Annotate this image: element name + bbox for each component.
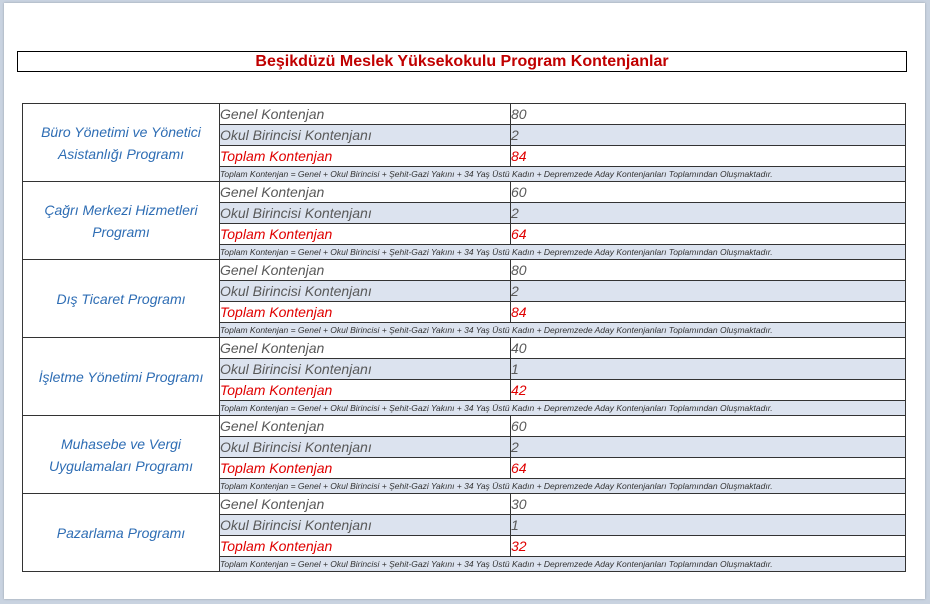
total-quota-value: 42 (511, 380, 906, 401)
total-quota-note: Toplam Kontenjan = Genel + Okul Birincisi + Şehit-Gazi Yakını + 34 Yaş Üstü Kadın + Depremzede Aday Kontenjanları Toplamından Oluşmaktadır. (220, 167, 906, 182)
total-quota-label: Toplam Kontenjan (220, 536, 511, 557)
table-row (23, 182, 906, 203)
total-quota-value: 64 (511, 458, 906, 479)
general-quota-value: 80 (511, 104, 906, 125)
total-quota-value: 84 (511, 302, 906, 323)
table-row (23, 260, 906, 281)
valedictorian-quota-value: 1 (511, 359, 906, 380)
total-quota-note: Toplam Kontenjan = Genel + Okul Birincisi + Şehit-Gazi Yakını + 34 Yaş Üstü Kadın + Depremzede Aday Kontenjanları Toplamından Oluşmaktadır. (220, 557, 906, 572)
valedictorian-quota-label: Okul Birincisi Kontenjanı (220, 359, 511, 380)
total-quota-label: Toplam Kontenjan (220, 458, 511, 479)
general-quota-value: 60 (511, 416, 906, 437)
table-row (23, 338, 906, 359)
general-quota-label: Genel Kontenjan (220, 104, 511, 125)
valedictorian-quota-label: Okul Birincisi Kontenjanı (220, 203, 511, 224)
valedictorian-quota-label: Okul Birincisi Kontenjanı (220, 125, 511, 146)
total-quota-label: Toplam Kontenjan (220, 146, 511, 167)
quota-table (22, 103, 906, 572)
general-quota-value: 60 (511, 182, 906, 203)
general-quota-label: Genel Kontenjan (220, 182, 511, 203)
total-quota-note: Toplam Kontenjan = Genel + Okul Birincisi + Şehit-Gazi Yakını + 34 Yaş Üstü Kadın + Depremzede Aday Kontenjanları Toplamından Oluşmaktadır. (220, 479, 906, 494)
table-row (23, 104, 906, 125)
table-row (23, 494, 906, 515)
valedictorian-quota-value: 2 (511, 125, 906, 146)
valedictorian-quota-value: 2 (511, 203, 906, 224)
valedictorian-quota-label: Okul Birincisi Kontenjanı (220, 437, 511, 458)
program-name: Muhasebe ve Vergi Uygulamaları Programı (23, 416, 220, 494)
program-name: Çağrı Merkezi Hizmetleri Programı (23, 182, 220, 260)
valedictorian-quota-value: 2 (511, 437, 906, 458)
general-quota-value: 80 (511, 260, 906, 281)
general-quota-label: Genel Kontenjan (220, 338, 511, 359)
total-quota-label: Toplam Kontenjan (220, 224, 511, 245)
general-quota-value: 30 (511, 494, 906, 515)
general-quota-label: Genel Kontenjan (220, 416, 511, 437)
total-quota-value: 64 (511, 224, 906, 245)
program-name: Büro Yönetimi ve Yönetici Asistanlığı Programı (23, 104, 220, 182)
general-quota-label: Genel Kontenjan (220, 260, 511, 281)
total-quota-label: Toplam Kontenjan (220, 380, 511, 401)
table-row (23, 416, 906, 437)
total-quota-note: Toplam Kontenjan = Genel + Okul Birincisi + Şehit-Gazi Yakını + 34 Yaş Üstü Kadın + Depremzede Aday Kontenjanları Toplamından Oluşmaktadır. (220, 323, 906, 338)
page-title: Beşikdüzü Meslek Yüksekokulu Program Kontenjanlar (17, 51, 907, 72)
total-quota-note: Toplam Kontenjan = Genel + Okul Birincisi + Şehit-Gazi Yakını + 34 Yaş Üstü Kadın + Depremzede Aday Kontenjanları Toplamından Oluşmaktadır. (220, 401, 906, 416)
document-page (4, 3, 925, 599)
general-quota-value: 40 (511, 338, 906, 359)
valedictorian-quota-label: Okul Birincisi Kontenjanı (220, 281, 511, 302)
total-quota-value: 84 (511, 146, 906, 167)
valedictorian-quota-label: Okul Birincisi Kontenjanı (220, 515, 511, 536)
general-quota-label: Genel Kontenjan (220, 494, 511, 515)
total-quota-note: Toplam Kontenjan = Genel + Okul Birincisi + Şehit-Gazi Yakını + 34 Yaş Üstü Kadın + Depremzede Aday Kontenjanları Toplamından Oluşmaktadır. (220, 245, 906, 260)
total-quota-value: 32 (511, 536, 906, 557)
valedictorian-quota-value: 2 (511, 281, 906, 302)
total-quota-label: Toplam Kontenjan (220, 302, 511, 323)
valedictorian-quota-value: 1 (511, 515, 906, 536)
program-name: Pazarlama Programı (23, 494, 220, 572)
program-name: Dış Ticaret Programı (23, 260, 220, 338)
program-name: İşletme Yönetimi Programı (23, 338, 220, 416)
